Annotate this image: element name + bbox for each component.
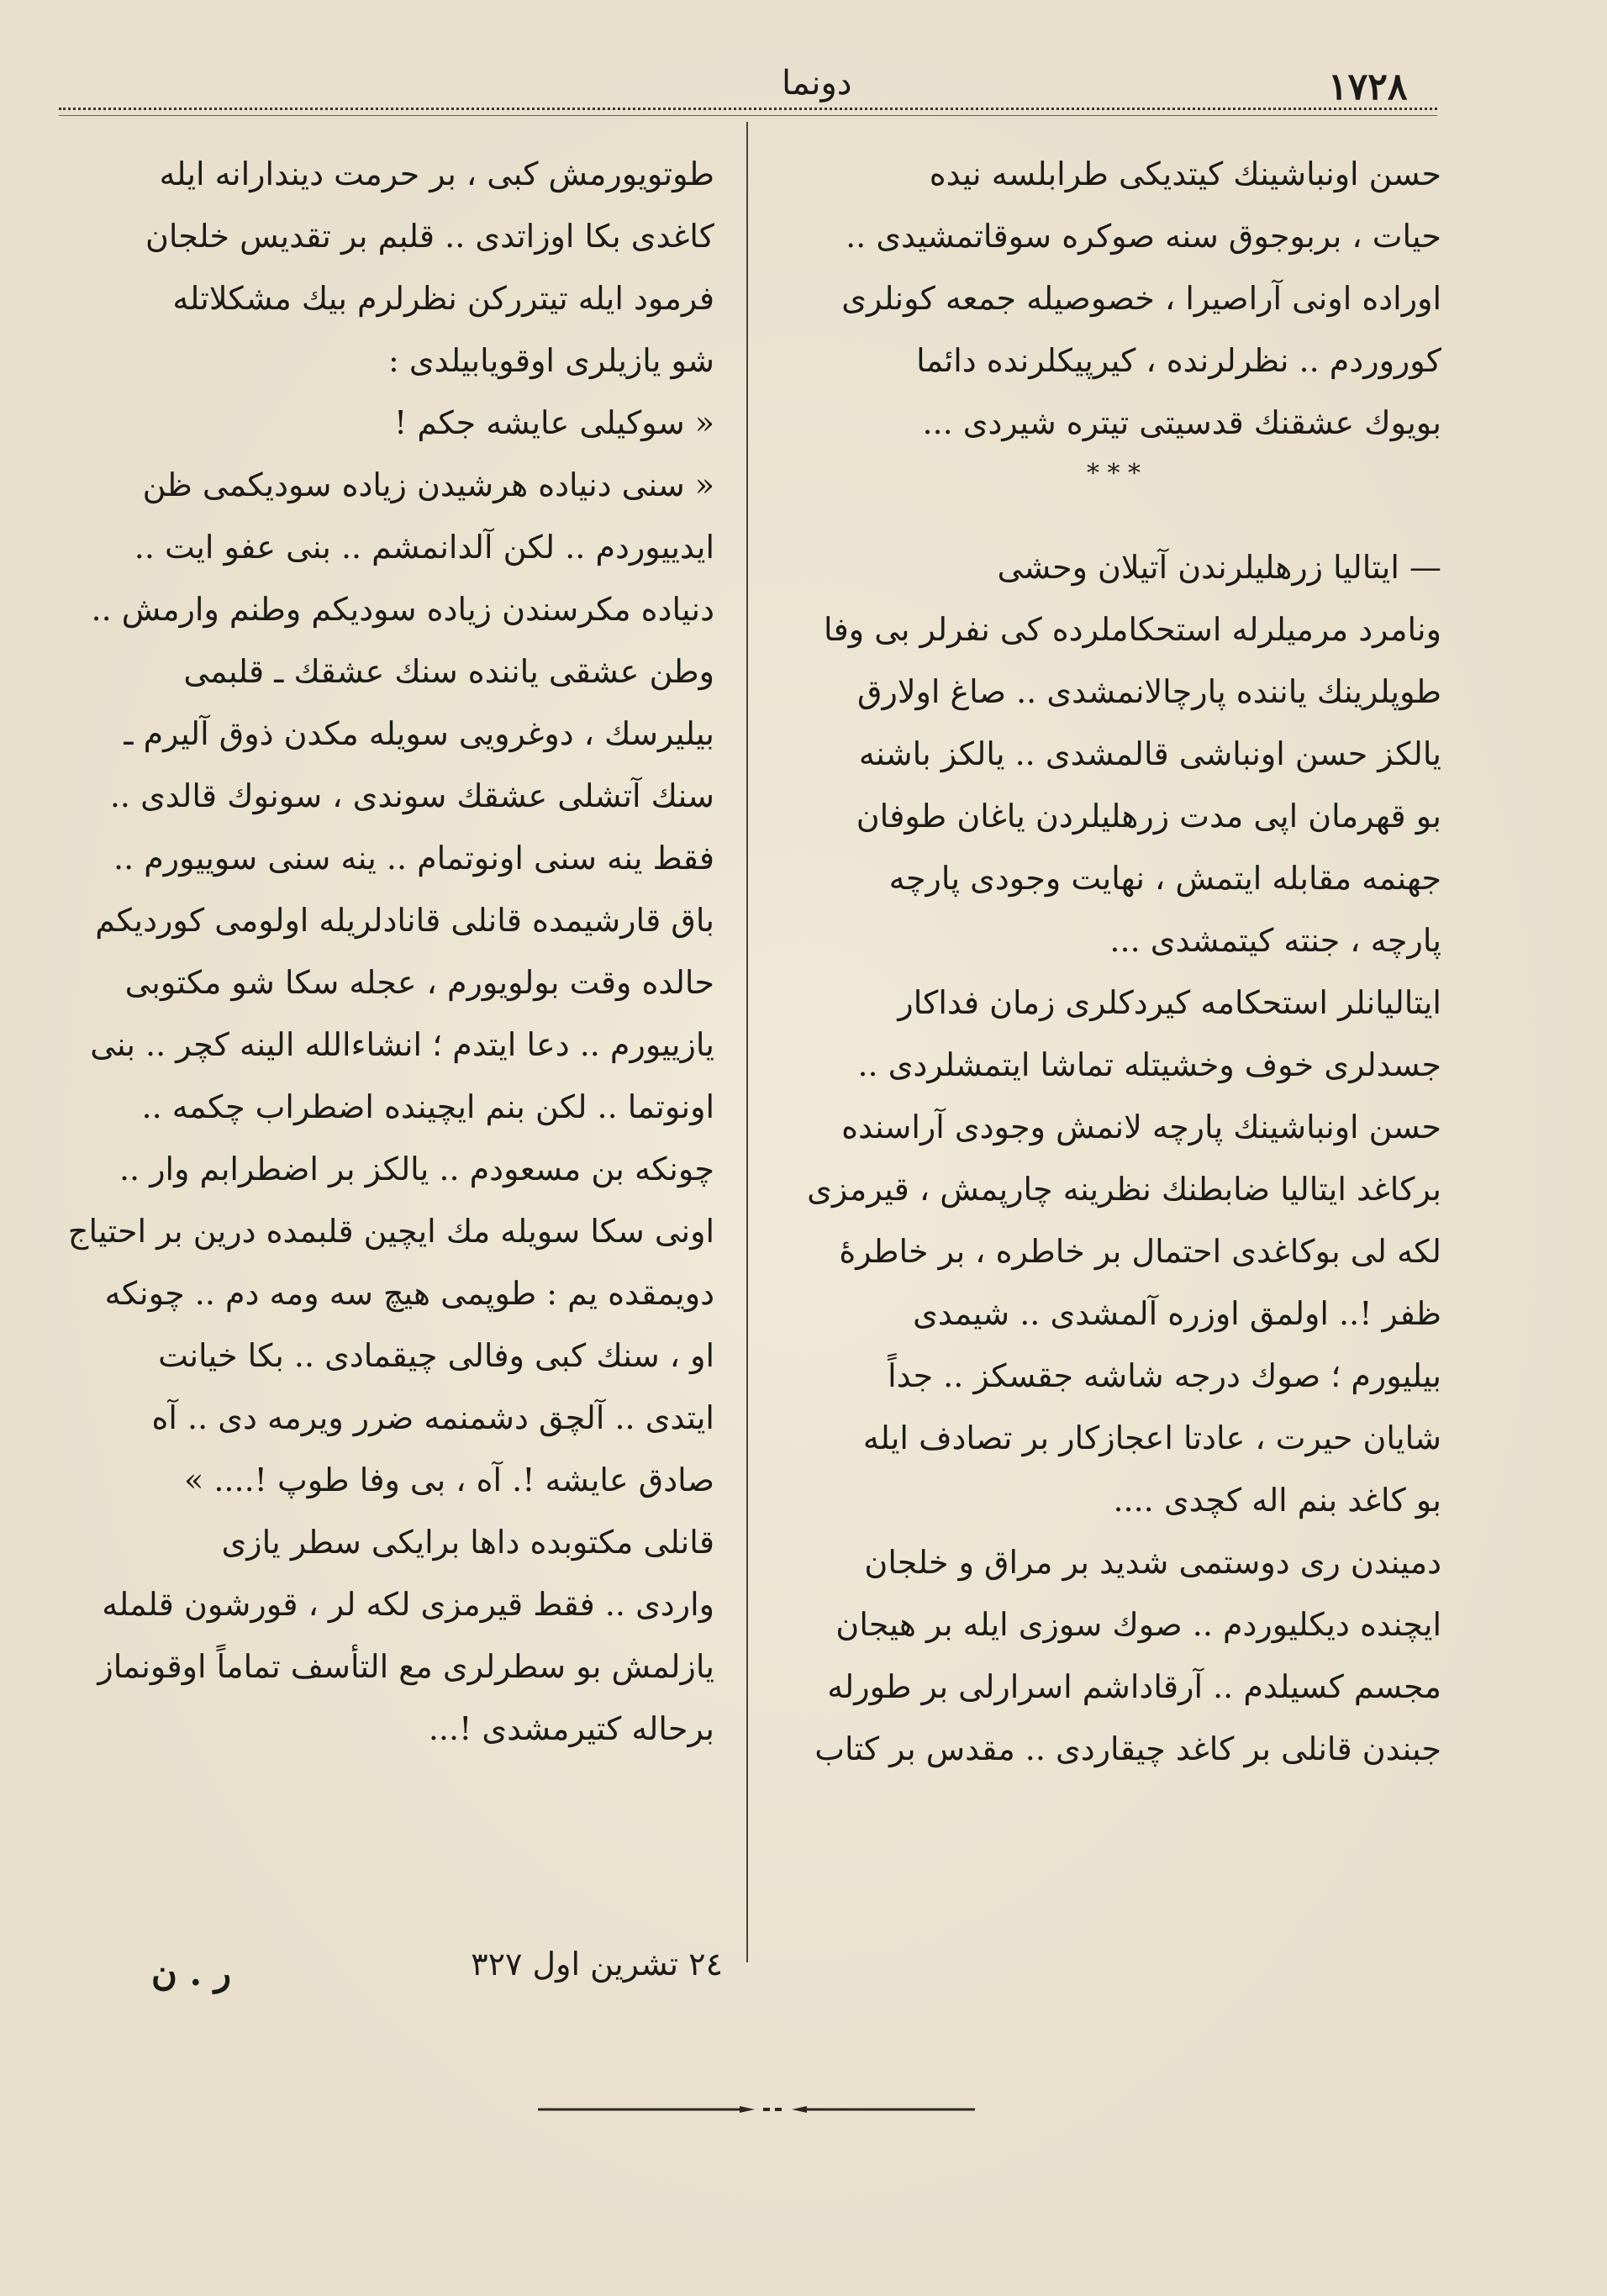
text-line: بو كاغد بنم اله كچدی .... xyxy=(1113,1482,1441,1519)
text-line: قانلی مكتوبده داها برایكی سطر یازی xyxy=(221,1524,714,1561)
right-column xyxy=(786,143,1441,1780)
text-line: فقط ینه سنی اونوتمام .. ینه سنی سوییورم .. xyxy=(113,840,714,877)
text-line: دویمقده یم : طوپمی هیچ سه ومه دم .. چونكه xyxy=(104,1275,714,1312)
text-line: اوراده اونی آراصیرا ، خصوصیله جمعه كونلری xyxy=(841,280,1441,317)
text-line: كوروردم .. نظرلرنده ، كیرپیكلرنده دائما xyxy=(916,342,1441,379)
header-rule xyxy=(59,108,1437,116)
text-line: مجسم كسیلدم .. آرقاداشم اسرارلی بر طورله xyxy=(827,1668,1441,1705)
author-initials: ر . ن xyxy=(151,1952,231,1993)
text-line: ونامرد مرمیلرله استحكاملرده كی نفرلر بی وفا xyxy=(824,611,1441,648)
running-title: دونما xyxy=(782,64,852,103)
text-line: كاغدی بكا اوزاتدی .. قلبم بر تقدیس خلجان xyxy=(145,218,714,255)
text-line: باق قارشیمده قانلی قانادلریله اولومی كوردیكم xyxy=(95,902,714,939)
text-line: بو قهرمان اپی مدت زرهلیلردن یاغان طوفان xyxy=(856,798,1441,835)
footer-ornament xyxy=(538,2101,1059,2118)
section-separator: * * * xyxy=(1086,459,1141,488)
text-line: سنك آتشلی عشقك سوندی ، سونوك قالدی .. xyxy=(109,777,714,814)
text-line: پارچه ، جنته كیتمشدی ... xyxy=(1109,922,1441,959)
text-line: واردی .. فقط قیرمزی لكه لر ، قورشون قلمله xyxy=(102,1586,714,1623)
page-number: ١٧٢٨ xyxy=(1328,66,1408,108)
text-line: حسن اونباشینك پارچه لانمش وجودی آراسنده xyxy=(841,1109,1441,1145)
text-line: بیلیرسك ، دوغرویی سویله مكدن ذوق آلیرم ـ xyxy=(124,715,714,752)
text-line: شو یازیلری اوقویابیلدی : xyxy=(387,342,714,379)
text-line: بیلیورم ؛ صوك درجه شاشه جقسكز .. جداً xyxy=(888,1357,1441,1394)
column-divider xyxy=(746,122,748,1962)
article-date: ٢٤ تشرین اول ٣٢٧ xyxy=(471,1946,723,1983)
text-line: وطن عشقی یاننده سنك عشقك ـ قلبمی xyxy=(183,653,714,690)
text-line: لكه لی بوكاغدی احتمال بر خاطره ، بر خاطرهٔ xyxy=(839,1233,1441,1270)
text-line: یالكز حسن اونباشی قالمشدی .. یالكز باشنه xyxy=(858,735,1441,772)
text-line: اونوتما .. لكن بنم ایچینده اضطراب چكمه .. xyxy=(141,1088,714,1125)
text-line: — ایتالیا زرهلیلرندن آتیلان وحشی xyxy=(997,549,1441,586)
text-line: چونكه بن مسعودم .. یالكز بر اضطرابم وار .. xyxy=(119,1151,714,1187)
text-line: ایتدی .. آلچق دشمنمه ضرر ویرمه دی .. آه xyxy=(151,1399,714,1436)
text-line: حالده وقت بولویورم ، عجله سكا شو مكتوبی xyxy=(124,964,714,1001)
text-line: بركاغد ایتالیا ضابطنك نظرینه چارپمش ، قیرمزی xyxy=(807,1171,1441,1208)
text-line: فرمود ایله تیترركن نظرلرم بیك مشكلاتله xyxy=(172,280,714,317)
text-line: « سنی دنیاده هرشیدن زیاده سودیكمی ظن xyxy=(142,466,714,503)
text-line: جهنمه مقابله ایتمش ، نهایت وجودی پارچه xyxy=(888,860,1441,897)
text-line: حسن اونباشینك كیتدیكی طرابلسه نیده xyxy=(929,155,1441,192)
text-line: دنیاده مكرسندن زیاده سودیكم وطنم وارمش .. xyxy=(91,591,714,628)
text-line: طوپلرینك یاننده پارچالانمشدی .. صاغ اولارق xyxy=(857,673,1441,710)
text-line: بویوك عشقنك قدسیتی تیتره شیردی ... xyxy=(922,404,1441,441)
text-line: ایتالیانلر استحكامه كیردكلری زمان فداكار xyxy=(898,984,1441,1021)
text-line: جسدلری خوف وخشیتله تماشا ایتمشلردی .. xyxy=(857,1046,1441,1083)
text-line: ایدییوردم .. لكن آلدانمشم .. بنی عفو ایت .. xyxy=(134,529,714,566)
text-line: طوتویورمش كبی ، بر حرمت دیندارانه ایله xyxy=(159,155,714,192)
text-line: او ، سنك كبی وفالی چیقمادی .. بكا خیانت xyxy=(158,1337,714,1374)
text-line: یازییورم .. دعا ایتدم ؛ انشاءالله الینه كچر .. بنی xyxy=(90,1026,714,1063)
text-line: صادق عایشه !. آه ، بی وفا طوپ !.... » xyxy=(184,1461,714,1498)
text-line: برحاله كتیرمشدی !... xyxy=(428,1710,714,1747)
text-line: جبندن قانلی بر كاغد چیقاردی .. مقدس بر كتاب xyxy=(814,1730,1441,1767)
text-line: « سوكیلی عایشه جكم ! xyxy=(394,404,714,441)
text-line: حیات ، بربوجوق سنه صوكره سوقاتمشیدی .. xyxy=(846,218,1441,255)
text-line: اونی سكا سویله مك ایچین قلبمده درین بر احتیاج xyxy=(67,1213,714,1250)
left-column xyxy=(59,143,714,1760)
text-line: شایان حیرت ، عادتا اعجازكار بر تصادف ایله xyxy=(862,1419,1441,1456)
text-line: یازلمش بو سطرلری مع التأسف تماماً اوقونماز xyxy=(97,1648,714,1685)
text-line: ایچنده دیكلیوردم .. صوك سوزی ایله بر هیجان xyxy=(835,1606,1441,1643)
text-line: دمیندن ری دوستمی شدید بر مراق و خلجان xyxy=(864,1544,1441,1581)
text-line: ظفر !.. اولمق اوزره آلمشدی .. شیمدی xyxy=(913,1295,1441,1332)
signature-row xyxy=(59,1937,723,2004)
